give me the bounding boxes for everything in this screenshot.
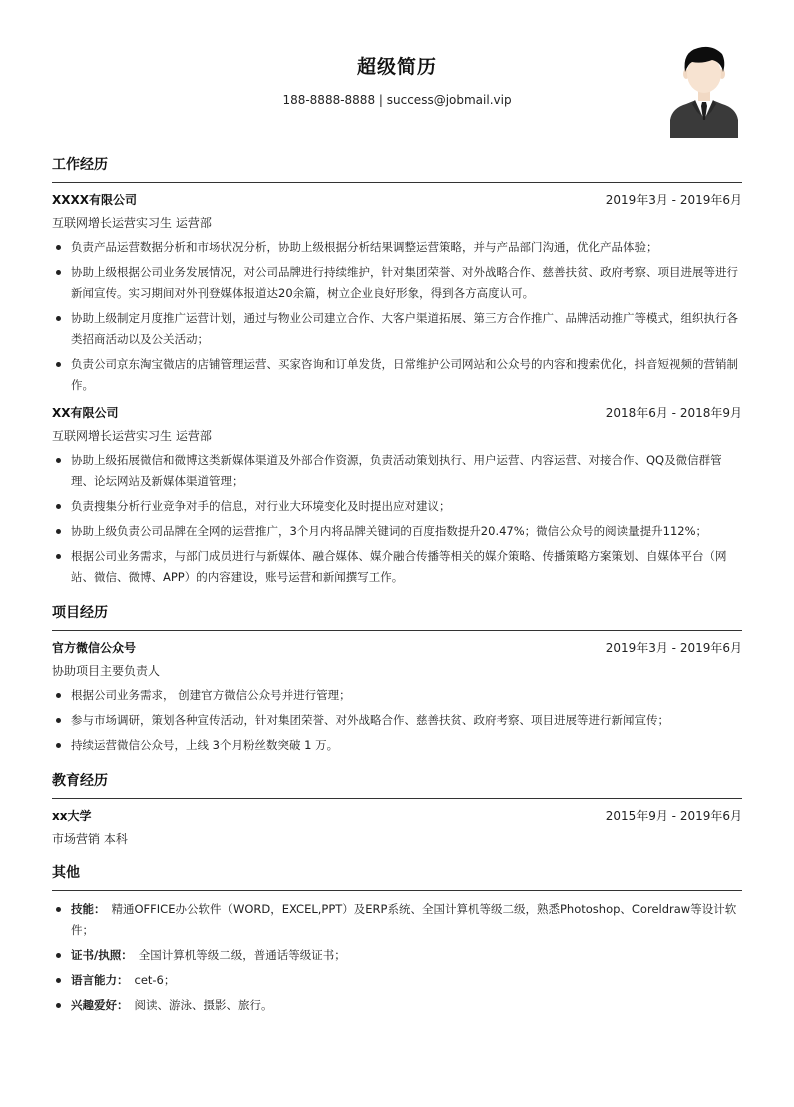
item-label: 证书/执照： — [71, 948, 133, 962]
section-title: 其他 — [52, 862, 742, 891]
item-label: 语言能力： — [71, 973, 129, 987]
project-experience-section — [52, 602, 742, 756]
education-section — [52, 770, 742, 848]
entry-bullets — [52, 450, 742, 588]
entry-organization: xx大学 — [52, 809, 92, 823]
other-item-certificates — [52, 945, 742, 966]
other-item-skills — [52, 899, 742, 941]
item-text: 全国计算机等级二级，普通话等级证书； — [138, 948, 346, 962]
bullet-item: 持续运营微信公众号，上线 3个月粉丝数突破 1 万。 — [52, 735, 742, 756]
entry-bullets — [52, 685, 742, 756]
other-section — [52, 862, 742, 1016]
bullet-item: 协助上级拓展微信和微博这类新媒体渠道及外部合作资源，负责活动策划执行、用户运营、内容运营、对接合作、QQ及微信群管理、论坛网站及新媒体渠道管理； — [52, 450, 742, 492]
entry-bullets — [52, 237, 742, 396]
bullet-item: 协助上级根据公司业务发展情况，对公司品牌进行持续维护，针对集团荣誉、对外战略合作、慈善扶贫、政府考察、项目进展等进行新闻宣传。实习期间对外刊登媒体报道达20余篇，树立企业良好形象，得到各方高度认可。 — [52, 262, 742, 304]
item-text: 阅读、游泳、摄影、旅行。 — [134, 998, 273, 1012]
contact-info: 188-8888-8888 | success@jobmail.vip — [282, 93, 512, 107]
other-bullets — [52, 899, 742, 1016]
other-item-hobbies — [52, 995, 742, 1016]
bullet-item: 负责产品运营数据分析和市场状况分析，协助上级根据分析结果调整运营策略，并与产品部门沟通，优化产品体验； — [52, 237, 742, 258]
education-entry — [52, 807, 742, 848]
male-avatar-icon — [668, 42, 740, 138]
bullet-item: 负责搜集分析行业竞争对手的信息，对行业大环境变化及时提出应对建议； — [52, 496, 742, 517]
section-title: 教育经历 — [52, 770, 742, 799]
entry-date: 2019年3月 - 2019年6月 — [605, 641, 742, 655]
resume-name: 超级简历 — [356, 56, 437, 78]
work-experience-section — [52, 154, 742, 588]
bullet-item: 根据公司业务需求， 创建官方微信公众号并进行管理； — [52, 685, 742, 706]
entry-date: 2015年9月 - 2019年6月 — [605, 809, 742, 823]
entry-date: 2019年3月 - 2019年6月 — [605, 193, 742, 207]
bullet-item: 负责公司京东淘宝微店的店铺管理运营、买家咨询和订单发货，日常维护公司网站和公众号的内容和搜索优化，抖音短视频的营销制作。 — [52, 354, 742, 396]
resume-sections — [52, 154, 742, 1030]
section-title: 工作经历 — [52, 154, 742, 183]
work-entry — [52, 191, 742, 396]
entry-role: 互联网增长运营实习生 运营部 — [52, 429, 212, 443]
bullet-item: 参与市场调研，策划各种宣传活动，针对集团荣誉、对外战略合作、慈善扶贫、政府考察、项目进展等进行新闻宣传； — [52, 710, 742, 731]
resume-header — [52, 52, 742, 107]
item-label: 兴趣爱好： — [71, 998, 129, 1012]
entry-organization: 官方微信公众号 — [52, 641, 137, 655]
entry-role: 协助项目主要负责人 — [52, 664, 161, 678]
entry-role: 互联网增长运营实习生 运营部 — [52, 216, 212, 230]
entry-organization: XXXX有限公司 — [52, 193, 138, 207]
project-entry — [52, 639, 742, 756]
bullet-item: 协助上级制定月度推广运营计划，通过与物业公司建立合作、大客户渠道拓展、第三方合作推广、品牌活动推广等模式，组织执行各类招商活动以及公关活动； — [52, 308, 742, 350]
bullet-item: 协助上级负责公司品牌在全网的运营推广，3个月内将品牌关键词的百度指数提升20.47%；微信公众号的阅读量提升112%； — [52, 521, 742, 542]
entry-date: 2018年6月 - 2018年9月 — [605, 406, 742, 420]
item-label: 技能： — [71, 902, 106, 916]
section-title: 项目经历 — [52, 602, 742, 631]
entry-organization: XX有限公司 — [52, 406, 119, 420]
other-item-language — [52, 970, 742, 991]
item-text: cet-6； — [134, 973, 176, 987]
entry-role: 市场营销 本科 — [52, 832, 128, 846]
work-entry — [52, 404, 742, 588]
item-text: 精通OFFICE办公软件（WORD，EXCEL,PPT）及ERP系统、全国计算机等级二级，熟悉Photoshop、Coreldraw等设计软件； — [71, 902, 737, 937]
bullet-item: 根据公司业务需求，与部门成员进行与新媒体、融合媒体、媒介融合传播等相关的媒介策略、传播策略方案策划、自媒体平台（网站、微信、微博、APP）的内容建设，账号运营和新闻撰写工作。 — [52, 546, 742, 588]
